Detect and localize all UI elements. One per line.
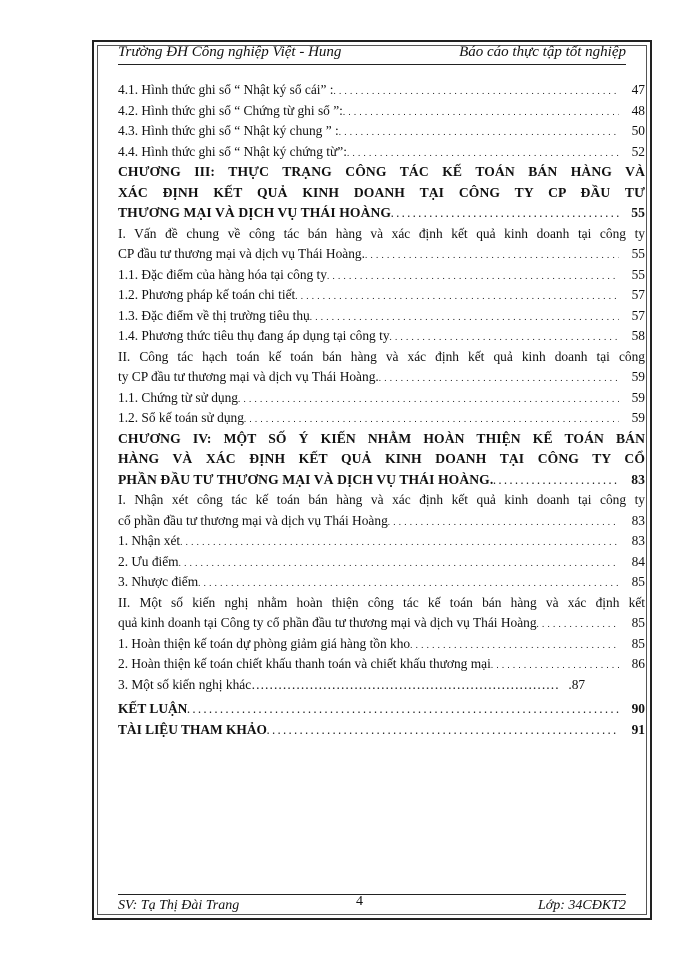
toc-entry-title: ty CP đầu tư thương mại và dịch vụ Thái Hoàng. <box>118 369 379 384</box>
toc-entry-4-1-3[interactable] <box>118 572 645 593</box>
toc-entry-title: 1.1. Chứng từ sử dụng <box>118 389 238 405</box>
toc-entry-title: 2. Hoàn thiện kế toán chiết khấu thanh toán và chiết khấu thương mại <box>118 656 491 671</box>
page-header <box>118 42 626 64</box>
toc-entry-title: CP đầu tư thương mại và dịch vụ Thái Hoàng. <box>118 246 365 261</box>
header-report-title: Báo cáo thực tập tốt nghiệp <box>459 44 626 60</box>
toc-entry-page: 90 <box>631 701 645 716</box>
toc-entry-4-2-2[interactable] <box>118 654 645 675</box>
dot-leader <box>327 265 619 286</box>
dot-leader <box>390 326 619 347</box>
dot-leader <box>491 654 619 675</box>
toc-entry-4-2-1[interactable] <box>118 634 645 655</box>
toc-entry-title: TÀI LIỆU THAM KHẢO <box>118 721 267 737</box>
toc-entry-page: 55 <box>631 246 645 261</box>
toc-entry-page: .87 <box>568 676 586 692</box>
toc-section-4-II[interactable] <box>118 593 645 634</box>
toc-entry-title: 1.2. Sổ kế toán sử dụng <box>118 410 244 425</box>
dot-leader <box>379 367 619 388</box>
toc-entry-3-1-3[interactable] <box>118 306 645 327</box>
toc-entry-page: 48 <box>631 102 645 118</box>
toc-entry-title: 1. Nhận xét <box>118 533 181 548</box>
toc-section-4-I[interactable] <box>118 490 645 531</box>
chapter-title-line: CHƯƠNG III: THỰC TRẠNG CÔNG TÁC KẾ TOÁN BÁN HÀNG VÀ <box>118 164 645 179</box>
toc-entry-title: I. Vấn đề chung về công tác bán hàng và xác định kết quả kinh doanh tại công ty <box>118 225 645 241</box>
dot-leader <box>365 244 619 265</box>
toc-entry-4-1-2[interactable] <box>118 552 645 573</box>
toc-entry-page: 57 <box>631 287 645 302</box>
dot-leader <box>310 306 619 327</box>
toc-entry-page: 52 <box>631 143 645 159</box>
toc-entry-3-2-1[interactable] <box>118 388 645 409</box>
dot-leader <box>339 121 619 142</box>
toc-entry-page: 47 <box>631 82 645 97</box>
toc-entry-title: 2. Ưu điểm <box>118 553 179 569</box>
footer-student: SV: Tạ Thị Đài Trang <box>118 898 240 913</box>
toc-entry-3-2-2[interactable] <box>118 408 645 429</box>
toc-entry-title: I. Nhận xét công tác kế toán bán hàng và xác định kết quả kinh doanh tại công ty <box>118 492 645 507</box>
toc-entry-title: II. Một số kiến nghị nhằm hoàn thiện công tác kế toán bán hàng và xác định kết <box>118 594 645 610</box>
toc-entry-4-4[interactable] <box>118 142 645 163</box>
toc-entry-title: 1.4. Phương thức tiêu thụ đang áp dụng tại công ty <box>118 328 390 343</box>
toc-entry-tai-lieu[interactable] <box>118 720 645 741</box>
toc-entry-page: 83 <box>631 512 645 528</box>
toc-entry-4-2-3[interactable] <box>118 675 645 696</box>
toc-entry-title: 4.3. Hình thức ghi sổ “ Nhật ký chung ” : <box>118 123 339 138</box>
toc-entry-page: 58 <box>631 328 645 343</box>
toc-entry-page: 83 <box>631 533 645 548</box>
toc-entry-page: 91 <box>631 721 645 737</box>
toc-entry-title: quả kinh doanh tại Công ty cổ phần đầu tư thương mại và dịch vụ Thái Hoàng <box>118 615 537 630</box>
toc-entry-page: 85 <box>631 615 645 630</box>
footer-rule <box>118 894 626 895</box>
toc-entry-title: 3. Nhược điểm <box>118 574 199 589</box>
page-footer <box>118 894 626 918</box>
dot-leader <box>537 613 619 634</box>
chapter-title-line: PHẦN ĐẦU TƯ THƯƠNG MẠI VÀ DỊCH VỤ THÁI HOÀNG. <box>118 471 494 487</box>
table-of-contents <box>118 80 645 740</box>
toc-entry-title: 4.4. Hình thức ghi sổ “ Nhật ký chứng từ”: <box>118 143 347 159</box>
dot-leader <box>179 552 619 573</box>
chapter-title-line: CHƯƠNG IV: MỘT SỐ Ý KIẾN NHẰM HOÀN THIỆN KẾ TOÁN BÁN <box>118 430 645 446</box>
toc-entry-ket-luan[interactable] <box>118 699 645 720</box>
dot-leader <box>343 101 619 122</box>
toc-entry-title: 1.2. Phương pháp kế toán chi tiết <box>118 287 296 302</box>
toc-entry-4-1[interactable] <box>118 80 645 101</box>
dot-leader <box>244 408 619 429</box>
toc-entry-title: 3. Một số kiến nghị khác…………………………………………………………… <box>118 676 560 692</box>
toc-entry-3-1-2[interactable] <box>118 285 645 306</box>
header-rule <box>118 64 626 65</box>
toc-entry-title: KẾT LUẬN <box>118 701 188 716</box>
toc-entry-page: 57 <box>631 307 645 323</box>
footer-page-number: 4 <box>356 894 363 909</box>
toc-entry-title: II. Công tác hạch toán kế toán bán hàng và xác định kết quả kinh doanh tại công <box>118 348 645 364</box>
chapter-title-line: THƯƠNG MẠI VÀ DỊCH VỤ THÁI HOÀNG <box>118 205 392 220</box>
toc-entry-page: 59 <box>631 410 645 425</box>
toc-entry-title: 1. Hoàn thiện kế toán dự phòng giảm giá hàng tồn kho <box>118 635 411 651</box>
dot-leader <box>388 511 619 532</box>
toc-chapter-3[interactable] <box>118 162 645 224</box>
toc-entry-page: 86 <box>631 656 645 671</box>
toc-entry-3-1-1[interactable] <box>118 265 645 286</box>
toc-entry-title: 4.2. Hình thức ghi sổ “ Chứng từ ghi sổ ”: <box>118 102 343 118</box>
toc-entry-title: cổ phần đầu tư thương mại và dịch vụ Thái Hoàng <box>118 512 388 528</box>
toc-entry-page: 59 <box>631 389 645 405</box>
toc-entry-4-2[interactable] <box>118 101 645 122</box>
toc-entry-page: 83 <box>631 471 645 487</box>
toc-entry-title: 1.3. Đặc điểm về thị trường tiêu thụ <box>118 307 310 323</box>
toc-section-3-II[interactable] <box>118 347 645 388</box>
toc-entry-page: 84 <box>631 553 645 569</box>
toc-chapter-4[interactable] <box>118 429 645 491</box>
toc-entry-page: 59 <box>631 369 645 384</box>
dot-leader <box>198 572 619 593</box>
chapter-title-line: HÀNG VÀ XÁC ĐỊNH KẾT QUẢ KINH DOANH TẠI CÔNG TY CỔ <box>118 451 645 466</box>
dot-leader <box>187 699 619 720</box>
footer-class: Lớp: 34CĐKT2 <box>538 898 626 913</box>
toc-entry-page: 55 <box>631 266 645 282</box>
toc-entry-3-1-4[interactable] <box>118 326 645 347</box>
toc-entry-4-1-1[interactable] <box>118 531 645 552</box>
dot-leader <box>295 285 619 306</box>
toc-section-3-I[interactable] <box>118 224 645 265</box>
dot-leader <box>391 203 619 224</box>
toc-entry-4-3[interactable] <box>118 121 645 142</box>
dot-leader <box>238 388 619 409</box>
dot-leader <box>410 634 619 655</box>
dot-leader <box>334 80 619 101</box>
toc-entry-page: 85 <box>631 574 645 589</box>
header-school: Trường ĐH Công nghiệp Việt - Hung <box>118 44 342 60</box>
chapter-title-line: XÁC ĐỊNH KẾT QUẢ KINH DOANH TẠI CÔNG TY CP ĐẦU TƯ <box>118 184 645 200</box>
dot-leader <box>180 531 619 552</box>
toc-entry-title: 4.1. Hình thức ghi sổ “ Nhật ký sổ cái” : <box>118 82 334 97</box>
dot-leader <box>347 142 619 163</box>
dot-leader <box>493 470 619 491</box>
toc-entry-title: 1.1. Đặc điểm của hàng hóa tại công ty <box>118 266 327 282</box>
toc-entry-page: 85 <box>631 635 645 651</box>
dot-leader <box>267 720 619 741</box>
toc-entry-page: 50 <box>631 123 645 138</box>
toc-entry-page: 55 <box>631 205 645 220</box>
